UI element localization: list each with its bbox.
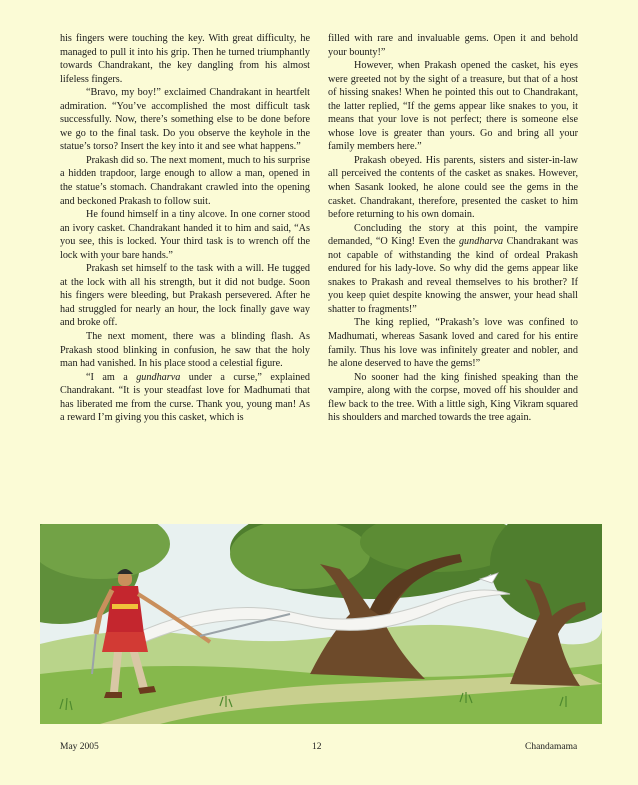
paragraph: The next moment, there was a blinding flash. As Prakash stood blinking in confusion, he saw that the holy man had vanished. In his place stood a celestial figure. [60,331,310,370]
paragraph-text: “I am a [86,371,137,383]
paragraph: “Bravo, my boy!” exclaimed Chandrakant in heartfelt admiration. “You’ve accomplished the most difficult task successfully. Now, there’s something else to be done before we go to the final task. Do you observe the keyhole in the statue’s torso? Insert the key into it and see what happens.” [60,87,310,153]
magazine-name: Chandamama [525,742,578,752]
left-column [60,32,310,425]
page-number: 12 [312,742,322,752]
paragraph: The king replied, “Prakash’s love was confined to Madhumati, whereas Sasank loved and cared for his entire family. Thus his love was infinitely greater and nobler, and he alone deserved to have the gems!” [328,317,578,370]
paragraph: Prakash obeyed. His parents, sisters and sister-in-law all perceived the contents of the casket as snakes. However, when Sasank looked, he alone could see the gems in the casket. Chandrakant, therefore, presented the casket to him before returning to his own domain. [328,154,578,221]
paragraph-text: Concluding the story at this point, the vampire demanded, “O King! Even the [328,222,578,248]
paragraph: filled with rare and invaluable gems. Open it and behold your bounty!” [328,33,578,58]
italic-term: gundharva [458,236,504,248]
paragraph: Prakash set himself to the task with a will. He tugged at the lock with all his strength, but it did not budge. Soon his fingers were bleeding, but Prakash persevered. After he had struggled for nearly an hour, the lock finally gave way and broke off. [60,263,310,329]
story-illustration [40,524,602,724]
paragraph: Prakash did so. The next moment, much to his surprise a hidden trapdoor, large enough to allow a man, opened in the statue’s stomach. Chandrakant crawled into the opening and beckoned Prakash to follow suit. [60,154,310,207]
italic-term: gundharva [136,371,181,383]
paragraph [60,371,310,425]
footer-date: May 2005 [60,742,99,752]
paragraph-text: under a curse,” explained Chandrakant. “It is your steadfast love for Madhumati that has liberated me from the curse. Thank you, young man! As a reward I’m giving you this casket, which is [60,371,310,424]
illustration-svg [40,524,602,724]
right-column [328,32,578,425]
paragraph-text: Chandrakant was not capable of withstanding the kind of ordeal Prakash endured for his lady-love. So why did the gems appear like snakes to Prakash and reveal themselves to his brother? If you keep quiet despite knowing the answer, your head shall shatter to fragments!” [328,236,578,315]
paragraph: his fingers were touching the key. With great difficulty, he managed to pull it into his grip. Then he turned triumphantly towards Chandrakant, the key dangling from his almost lifeless fingers. [60,33,310,85]
paragraph: However, when Prakash opened the casket, his eyes were greeted not by the sight of a treasure, but that of a host of hissing snakes! When he pointed this out to Chandrakant, the latter replied, “If the gems appear like snakes to you, it means that your love is not perfect; there is someone else whose love is greater than yours. Go and bring all your family members here.” [328,60,578,153]
paragraph: No sooner had the king finished speaking than the vampire, along with the corpse, moved off his shoulder and flew back to the tree. With a little sigh, King Vikram squared his shoulders and marched towards the tree again. [328,371,578,424]
paragraph [328,222,578,317]
paragraph: He found himself in a tiny alcove. In one corner stood an ivory casket. Chandrakant handed it to him and said, “As you see, this is locked. Your third task is to wrench off the lock with your bare hands.” [60,209,310,261]
